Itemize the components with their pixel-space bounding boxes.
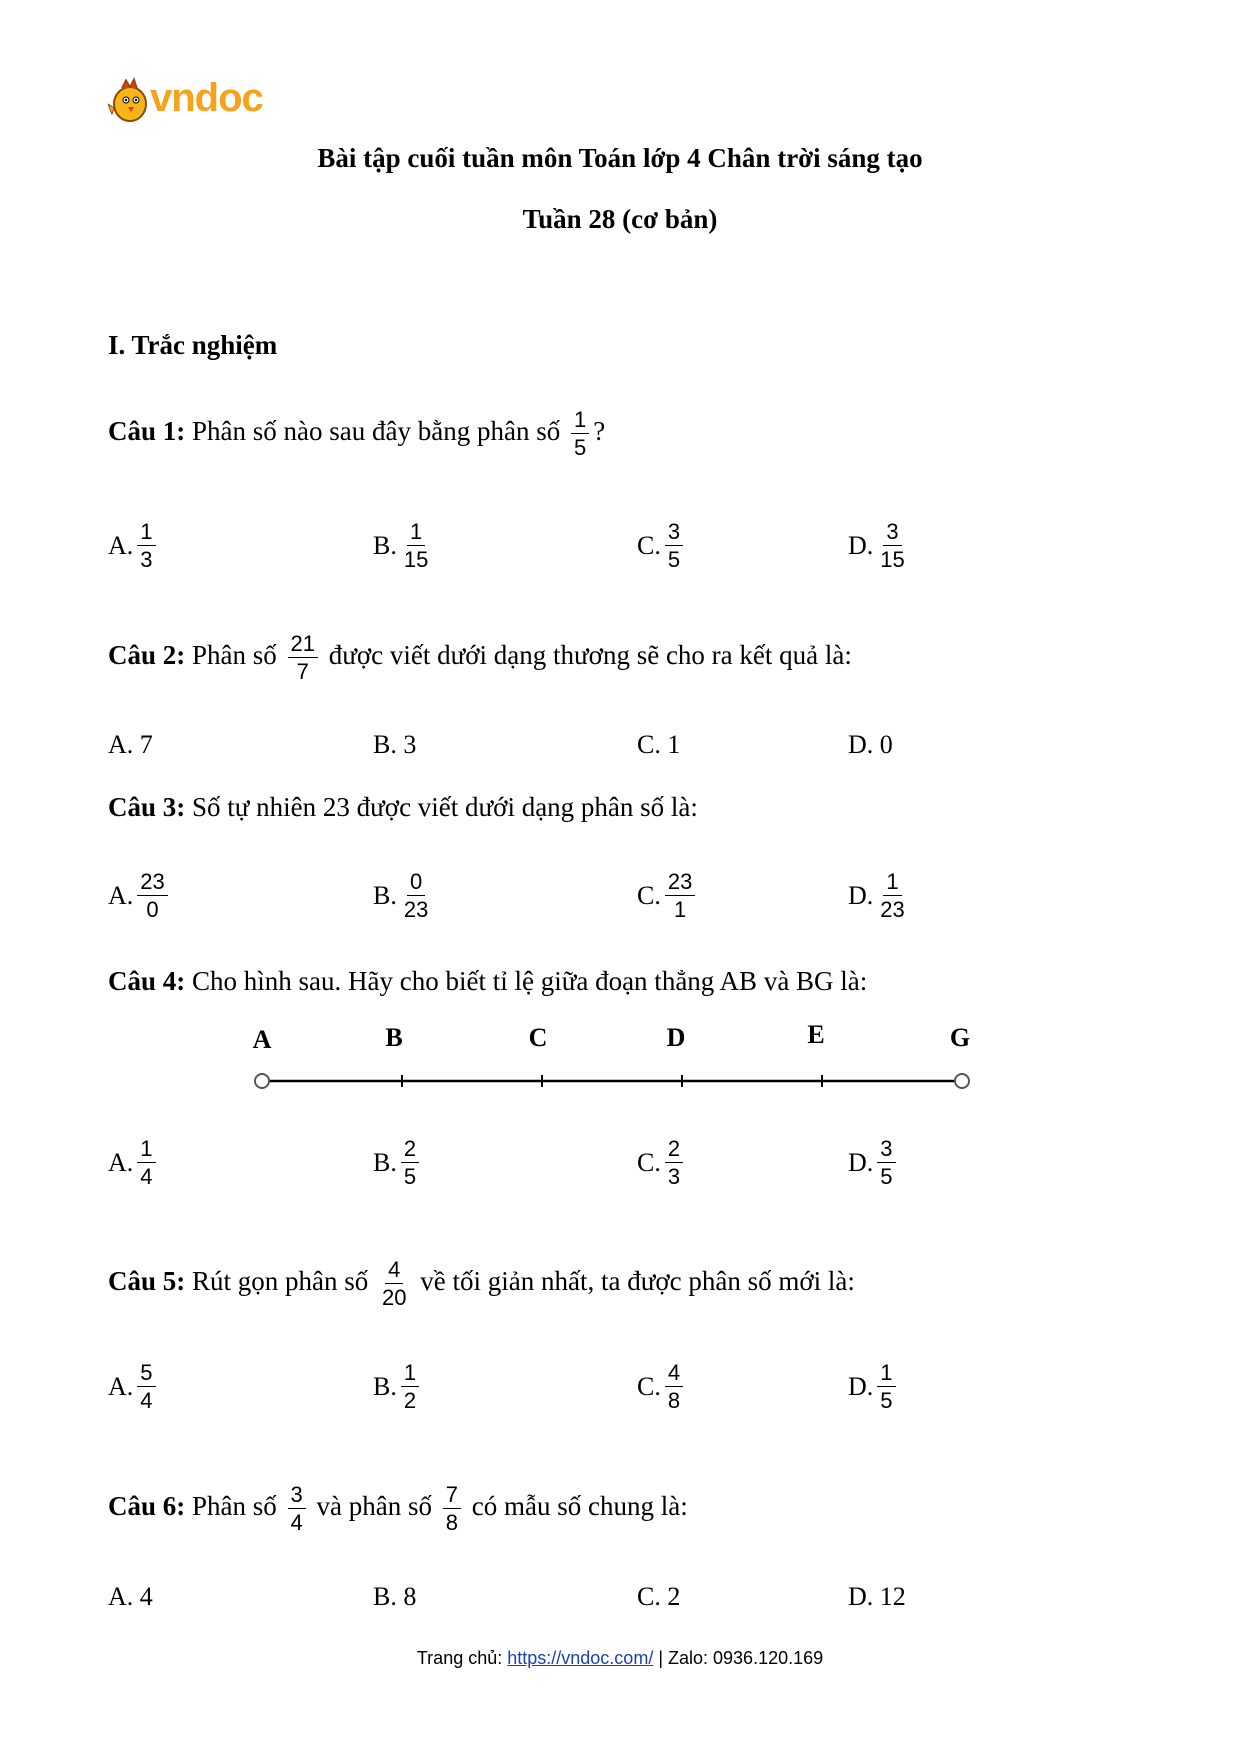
q2-option-b[interactable]: B. 3 — [373, 730, 417, 759]
fraction: $\frac{3}{4}$ — [288, 1483, 306, 1534]
question-text: Phân số nào sau đây bằng phân số — [192, 415, 561, 446]
q1-option-b[interactable]: B. $\frac{1}{15}$ — [373, 519, 429, 573]
page-title: Bài tập cuối tuần môn Toán lớp 4 Chân trời sáng tạo — [317, 143, 923, 173]
q4-option-a[interactable]: A. $\frac{1}{4}$ — [108, 1137, 160, 1188]
section-heading: I. Trắc nghiệm — [108, 330, 278, 360]
point-label-d: D — [666, 1025, 686, 1052]
q2-option-a[interactable]: A. 7 — [108, 730, 153, 759]
question-label: Câu 1: — [108, 415, 186, 446]
q3-option-d[interactable]: D. $\frac{1}{23}$ — [848, 869, 905, 923]
homepage-link[interactable]: https://vndoc.com/ — [507, 1648, 654, 1668]
page-footer: Trang chủ: https://vndoc.com/ | Zalo: 0936.120.169 — [416, 1648, 824, 1668]
q3-option-b[interactable]: B. $\frac{0}{23}$ — [373, 869, 429, 923]
question-5: Câu 5: Rút gọn phân số $\frac{4}{20}$ về tối giản nhất, ta được phân số mới là: — [108, 1257, 855, 1311]
fraction: $\frac{1}{5}$ — [571, 408, 589, 459]
q2-option-d[interactable]: D. 0 — [848, 730, 893, 759]
q1-option-c[interactable]: C. $\frac{3}{5}$ — [637, 520, 687, 571]
question-4: Câu 4: Cho hình sau. Hãy cho biết tỉ lệ giữa đoạn thẳng AB và BG là: — [108, 966, 868, 996]
q5-option-d[interactable]: D. $\frac{1}{5}$ — [848, 1361, 900, 1412]
q1-option-a[interactable]: A. $\frac{1}{3}$ — [108, 520, 160, 571]
question-label: Câu 2: — [108, 639, 186, 670]
q6-option-d[interactable]: D. 12 — [848, 1582, 906, 1611]
endpoint-g — [955, 1074, 969, 1088]
fraction: $\frac{21}{7}$ — [288, 632, 318, 683]
point-label-e: E — [807, 1025, 825, 1049]
point-label-a: A — [252, 1025, 272, 1054]
q5-option-c[interactable]: C. $\frac{4}{8}$ — [637, 1361, 687, 1412]
q6-option-a[interactable]: A. 4 — [108, 1582, 153, 1611]
endpoint-a — [255, 1074, 269, 1088]
q4-option-d[interactable]: D. $\frac{3}{5}$ — [848, 1137, 900, 1188]
q5-option-a[interactable]: A. $\frac{5}{4}$ — [108, 1361, 160, 1412]
fraction: $\frac{7}{8}$ — [443, 1483, 461, 1534]
vndoc-logo[interactable] — [108, 74, 298, 128]
q5-option-b[interactable]: B. $\frac{1}{2}$ — [373, 1361, 423, 1412]
q2-option-c[interactable]: C. 1 — [637, 730, 681, 759]
page-subtitle: Tuần 28 (cơ bản) — [522, 204, 718, 234]
q4-option-b[interactable]: B. $\frac{2}{5}$ — [373, 1137, 423, 1188]
question-3: Câu 3: Số tự nhiên 23 được viết dưới dạng phân số là: — [108, 792, 698, 822]
question-6: Câu 6: Phân số $\frac{3}{4}$ và phân số $\frac{7}{8}$ có mẫu số chung là: — [108, 1482, 688, 1536]
segment-diagram — [240, 1025, 980, 1095]
q4-option-c[interactable]: C. $\frac{2}{3}$ — [637, 1137, 687, 1188]
fraction: $\frac{4}{20}$ — [382, 1257, 407, 1311]
question-2: Câu 2: Phân số $\frac{21}{7}$ được viết dưới dạng thương sẽ cho ra kết quả là: — [108, 631, 852, 685]
question-label: Câu 4: — [108, 966, 186, 996]
point-label-b: B — [385, 1025, 403, 1052]
question-label: Câu 3: — [108, 792, 186, 822]
question-1: Câu 1: Phân số nào sau đây bằng phân số $\frac{1}{5}$ ? — [108, 407, 606, 461]
q6-option-b[interactable]: B. 8 — [373, 1582, 417, 1611]
q3-option-c[interactable]: C. $\frac{23}{1}$ — [637, 870, 699, 921]
q3-option-a[interactable]: A. $\frac{23}{0}$ — [108, 870, 172, 921]
q1-option-d[interactable]: D. $\frac{3}{15}$ — [848, 519, 905, 573]
question-label: Câu 6: — [108, 1490, 186, 1521]
logo-text: vndoc — [150, 76, 263, 120]
point-label-c: C — [528, 1025, 548, 1052]
q6-option-c[interactable]: C. 2 — [637, 1582, 681, 1611]
question-label: Câu 5: — [108, 1265, 186, 1296]
point-label-g: G — [949, 1025, 971, 1052]
